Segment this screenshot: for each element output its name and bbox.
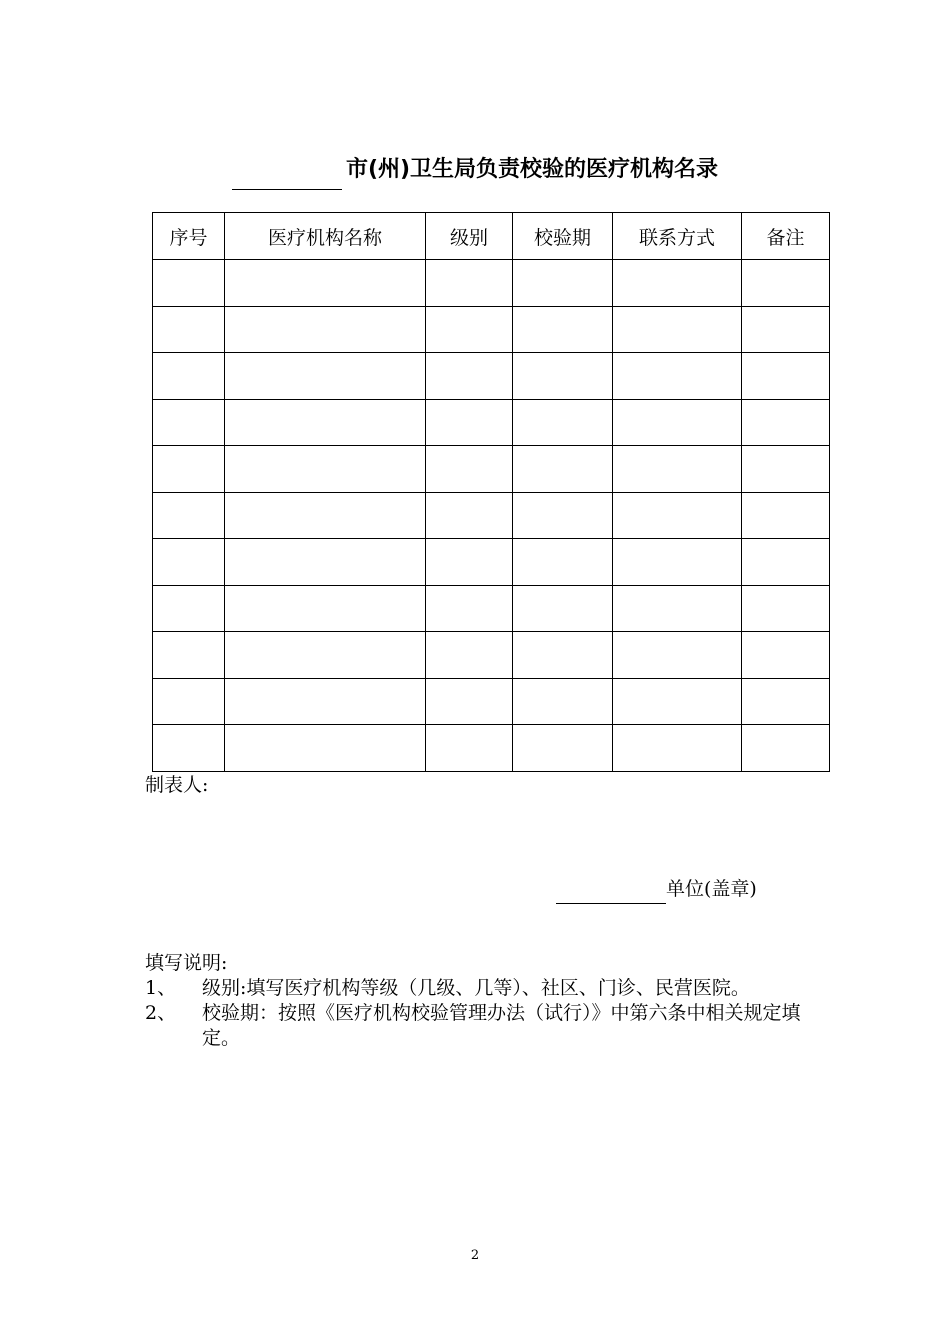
- table-cell: [513, 725, 613, 772]
- table-cell: [426, 353, 513, 400]
- table-row: [153, 725, 830, 772]
- table-cell: [225, 353, 426, 400]
- table-cell: [513, 306, 613, 353]
- header-contact: 联系方式: [613, 213, 742, 260]
- instruction-item: [145, 976, 810, 1001]
- table-cell: [153, 492, 225, 539]
- table-row: [153, 446, 830, 493]
- table-cell: [613, 725, 742, 772]
- table-cell: [153, 585, 225, 632]
- table-cell: [613, 492, 742, 539]
- table-cell: [225, 492, 426, 539]
- header-index: 序号: [153, 213, 225, 260]
- instruction-text: 校验期：按照《医疗机构校验管理办法（试行）》中第六条中相关规定填定。: [202, 1002, 801, 1049]
- table-cell: [153, 678, 225, 725]
- instructions: [145, 951, 810, 1051]
- table-row: [153, 585, 830, 632]
- table-cell: [513, 492, 613, 539]
- header-remarks: 备注: [742, 213, 830, 260]
- preparer-label: 制表人:: [145, 774, 209, 796]
- table-cell: [153, 725, 225, 772]
- table-row: [153, 539, 830, 586]
- table-cell: [613, 678, 742, 725]
- table-cell: [742, 492, 830, 539]
- table-cell: [153, 399, 225, 446]
- table-cell: [153, 306, 225, 353]
- header-inspection-period: 校验期: [513, 213, 613, 260]
- table-body: [153, 260, 830, 772]
- table-row: [153, 678, 830, 725]
- table-cell: [426, 632, 513, 679]
- instruction-text: 级别:填写医疗机构等级（几级、几等）、社区、门诊、民营医院。: [202, 977, 750, 999]
- table-row: [153, 353, 830, 400]
- table-cell: [153, 353, 225, 400]
- table-cell: [426, 539, 513, 586]
- table-cell: [426, 306, 513, 353]
- table-cell: [513, 678, 613, 725]
- table-cell: [426, 446, 513, 493]
- institution-table: [152, 212, 830, 772]
- table-cell: [426, 725, 513, 772]
- table-cell: [513, 353, 613, 400]
- table-cell: [153, 446, 225, 493]
- table-cell: [153, 539, 225, 586]
- table-cell: [153, 260, 225, 307]
- table-cell: [426, 678, 513, 725]
- table-cell: [513, 446, 613, 493]
- table-cell: [613, 399, 742, 446]
- instruction-item: [145, 1001, 810, 1051]
- table-cell: [225, 260, 426, 307]
- table-cell: [426, 492, 513, 539]
- table-cell: [225, 632, 426, 679]
- table-cell: [742, 539, 830, 586]
- table-cell: [742, 678, 830, 725]
- table-cell: [426, 260, 513, 307]
- table-cell: [225, 446, 426, 493]
- document-title: [0, 150, 950, 190]
- instruction-number: 2、: [145, 1002, 177, 1024]
- instructions-heading: 填写说明:: [145, 952, 228, 974]
- table-cell: [513, 539, 613, 586]
- header-level: 级别: [426, 213, 513, 260]
- table-cell: [613, 446, 742, 493]
- table-row: [153, 399, 830, 446]
- table-cell: [742, 306, 830, 353]
- table-cell: [613, 353, 742, 400]
- unit-seal: [556, 874, 757, 904]
- table-cell: [225, 306, 426, 353]
- table-cell: [742, 725, 830, 772]
- table-cell: [613, 306, 742, 353]
- table-cell: [426, 585, 513, 632]
- table-cell: [742, 446, 830, 493]
- table-cell: [225, 539, 426, 586]
- table-row: [153, 260, 830, 307]
- document-title-text: 市(州)卫生局负责校验的医疗机构名录: [345, 157, 719, 182]
- table-cell: [225, 585, 426, 632]
- table-cell: [513, 260, 613, 307]
- table-cell: [613, 585, 742, 632]
- table-cell: [225, 725, 426, 772]
- table-cell: [742, 399, 830, 446]
- page-number: 2: [470, 1248, 480, 1263]
- table-row: [153, 492, 830, 539]
- table-cell: [513, 399, 613, 446]
- table-cell: [613, 632, 742, 679]
- table-row: [153, 306, 830, 353]
- table-cell: [153, 632, 225, 679]
- table-cell: [426, 399, 513, 446]
- table-cell: [742, 585, 830, 632]
- table-cell: [513, 632, 613, 679]
- table-cell: [613, 539, 742, 586]
- table-cell: [225, 399, 426, 446]
- table-cell: [742, 353, 830, 400]
- table-cell: [742, 632, 830, 679]
- city-blank-line: [232, 159, 342, 190]
- table-cell: [513, 585, 613, 632]
- table-cell: [613, 260, 742, 307]
- header-institution-name: 医疗机构名称: [225, 213, 426, 260]
- instruction-number: 1、: [145, 977, 177, 999]
- unit-label: 单位(盖章): [666, 878, 757, 900]
- table-header-row: [153, 213, 830, 260]
- table-row: [153, 632, 830, 679]
- unit-blank-line: [556, 879, 666, 904]
- table-cell: [742, 260, 830, 307]
- table-cell: [225, 678, 426, 725]
